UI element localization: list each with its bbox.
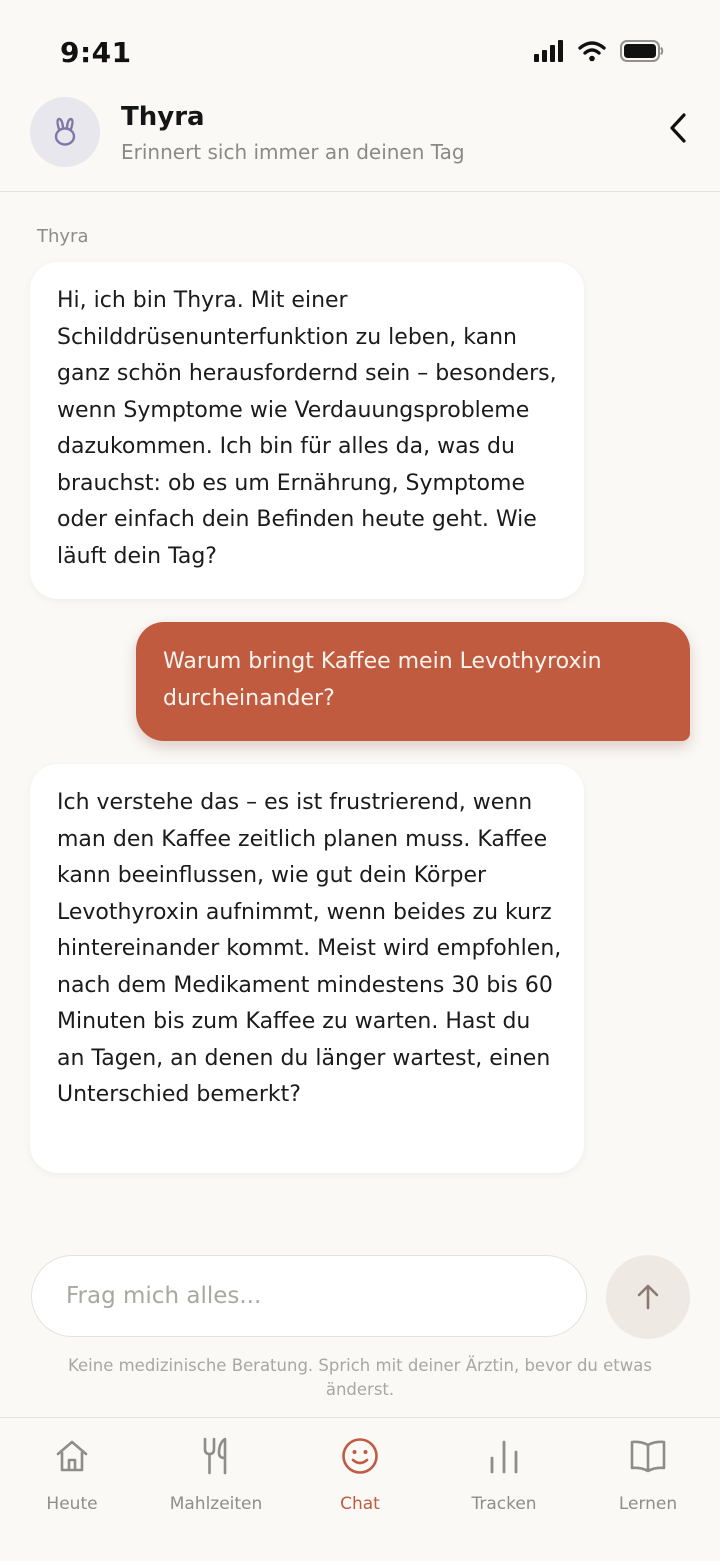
chevron-left-icon: [668, 112, 688, 144]
page-subtitle: Erinnert sich immer an deinen Tag: [121, 140, 465, 164]
book-icon: [629, 1436, 667, 1476]
tab-label: Chat: [340, 1494, 380, 1514]
message-bubble-bot: Hi, ich bin Thyra. Mit einer Schilddrüsenunterfunktion zu leben, kann ganz schön herausfordernd sein – besonders, wenn Symptome wie Verdauungsprobleme dazukommen. Ich bin für alles da, was du brauchst: ob es um Ernährung, Symptome oder einfach dein Befinden heute geht. Wie läuft dein Tag?: [30, 262, 584, 599]
tab-label: Heute: [46, 1494, 98, 1514]
tab-mahlzeiten[interactable]: [144, 1418, 288, 1528]
smiley-icon: [341, 1436, 379, 1476]
bunny-icon: [51, 117, 79, 147]
bar-chart-icon: [488, 1436, 520, 1476]
chat-header: [0, 96, 720, 192]
home-icon: [54, 1436, 90, 1476]
message-bubble-user: Warum bringt Kaffee mein Levothyroxin durcheinander?: [136, 622, 690, 741]
message-input-container: [31, 1255, 587, 1337]
page-title: Thyra: [121, 102, 205, 132]
tab-heute[interactable]: [0, 1418, 144, 1528]
tab-tracken[interactable]: [432, 1418, 576, 1528]
status-bar: [0, 0, 720, 96]
cellular-signal-icon: [534, 40, 564, 62]
tab-lernen[interactable]: [576, 1418, 720, 1528]
avatar: [30, 97, 100, 167]
message-input[interactable]: [32, 1256, 586, 1336]
utensils-icon: [201, 1436, 231, 1476]
message-bubble-bot: Ich verstehe das – es ist frustrierend, wenn man den Kaffee zeitlich planen muss. Kaffee kann beeinflussen, wie gut dein Körper Levothyroxin aufnimmt, wenn beides zu kurz hintereinander kommt. Meist wird empfohlen, nach dem Medikament mindestens 30 bis 60 Minuten bis zum Kaffee zu warten. Hast du an Tagen, an denen du länger wartest, einen Unterschied bemerkt?: [30, 764, 584, 1173]
battery-icon: [620, 40, 664, 62]
tab-label: Mahlzeiten: [169, 1494, 263, 1514]
back-button[interactable]: [658, 108, 698, 148]
wifi-icon: [578, 40, 606, 62]
tab-chat[interactable]: [288, 1418, 432, 1528]
tab-bar: [0, 1417, 720, 1561]
send-button[interactable]: [606, 1255, 690, 1339]
status-icons: [534, 40, 664, 62]
sender-label: Thyra: [37, 226, 89, 247]
tab-label: Lernen: [618, 1494, 678, 1514]
disclaimer-text: Keine medizinische Beratung. Sprich mit deiner Ärztin, bevor du etwas änderst.: [68, 1356, 652, 1399]
arrow-up-icon: [636, 1283, 660, 1311]
status-time: 9:41: [60, 36, 132, 69]
tab-label: Tracken: [471, 1494, 537, 1514]
